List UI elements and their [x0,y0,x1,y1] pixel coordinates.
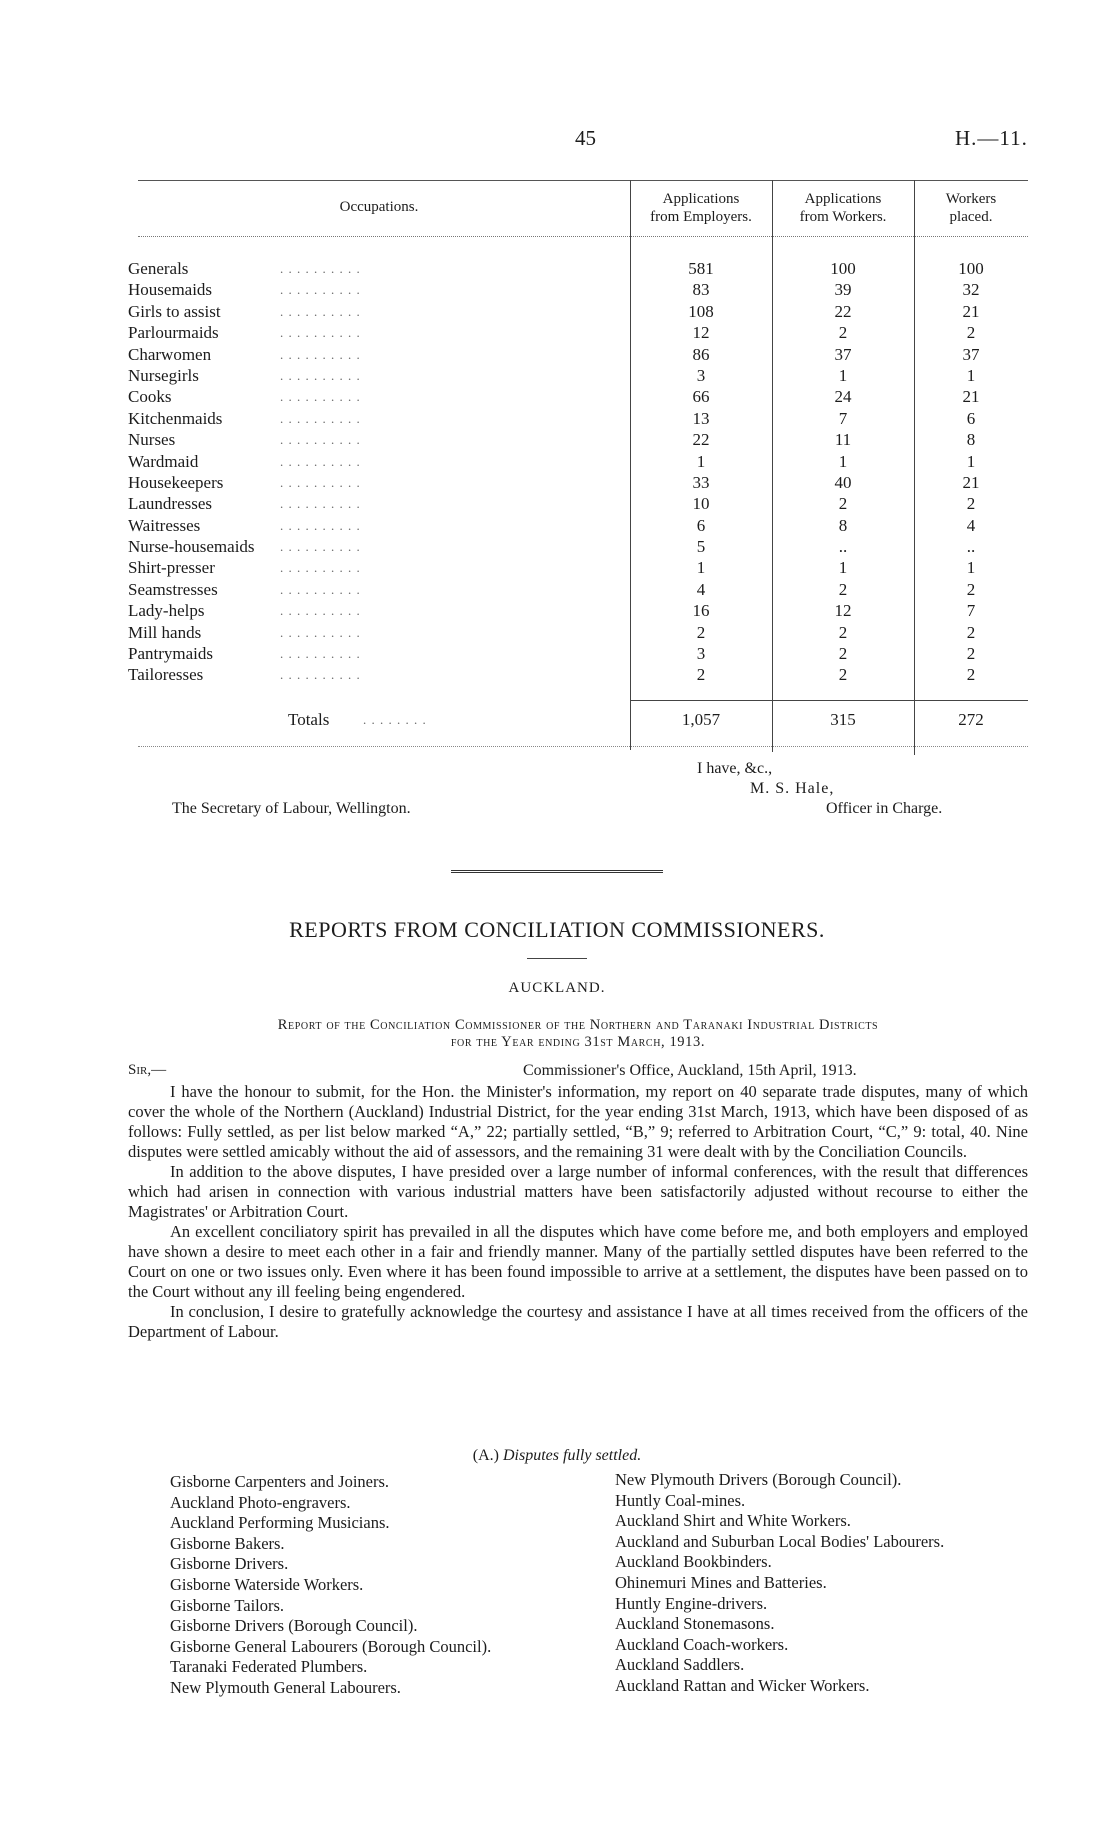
workers-value: 2 [838,494,848,514]
leader-dots: . . . . . . . . . . [280,389,361,405]
placed-value: 2 [966,323,976,343]
leader-dots: . . . . . . . . . . [280,581,361,597]
list-item: Taranaki Federated Plumbers. [170,1657,368,1677]
placed-value: 2 [966,494,976,514]
header-employers-line2: from Employers. [650,209,752,225]
employers-value: 6 [696,515,706,535]
totals-placed: 272 [958,710,984,729]
table-row [128,472,1028,493]
occupation-name: Lady-helps [128,601,205,621]
list-item: Auckland and Suburban Local Bodies' Labourers. [615,1531,945,1551]
workers-value: 12 [834,601,852,621]
employers-value: 2 [696,665,706,685]
placed-value: .. [966,537,976,557]
table-row [128,279,1028,300]
employers-value: 1 [696,451,706,471]
leader-dots: . . . . . . . . . . [280,624,361,640]
list-item: Ohinemuri Mines and Batteries. [615,1572,827,1592]
placed-value: 21 [962,301,980,321]
table-row [128,643,1028,664]
placed-value: 21 [962,472,980,492]
signature-title: Officer in Charge. [826,800,943,817]
leader-dots: . . . . . . . . . . [280,646,361,662]
table-row [128,344,1028,365]
table-bottom-rule [138,746,1028,747]
list-title-prefix: (A.) [472,1447,499,1464]
occupation-name: Wardmaid [128,451,199,471]
occupation-name: Cooks [128,387,172,407]
occupation-name: Nursegirls [128,365,199,385]
table-row [128,301,1028,322]
table-row [128,408,1028,429]
employers-value: 108 [688,301,714,321]
occupation-name: Parlourmaids [128,323,219,343]
occupation-name: Shirt-presser [128,558,215,578]
occupation-name: Generals [128,259,189,278]
report-body [128,1082,1028,1342]
list-item: Auckland Rattan and Wicker Workers. [615,1675,870,1695]
employers-value: 83 [692,280,710,300]
table-row [128,557,1028,578]
leader-dots: . . . . . . . . . . [280,367,361,383]
workers-value: 37 [834,344,852,364]
header-placed-line1: Workers [945,191,997,207]
employers-value: 581 [688,259,714,278]
office-dateline: Commissioner's Office, Auckland, 15th April, 1913. [523,1062,857,1079]
leader-dots: . . . . . . . . . . [280,346,361,362]
leader-dots: . . . . . . . . . . [280,261,361,276]
employers-value: 16 [692,601,710,621]
list-item: Gisborne Drivers (Borough Council). [170,1616,418,1636]
table-row [128,258,1028,279]
employers-value: 1 [696,558,706,578]
placed-value: 1 [966,558,976,578]
workers-value: 100 [830,259,856,278]
workers-value: 39 [834,280,852,300]
subtitle-line-1: Report of the Conciliation Commissioner of the Northern and Taranaki Industrial Districts [277,1017,879,1033]
workers-value: 24 [834,387,852,407]
disputes-list-right [615,1470,1027,1697]
occupation-name: Housekeepers [128,472,224,492]
workers-value: 1 [838,451,848,471]
workers-value: 2 [838,622,848,642]
signature-name: M. S. Hale, [750,780,835,797]
header-placed-line2: placed. [949,209,993,225]
leader-dots: . . . . . . . . . . [280,453,361,469]
list-item: Huntly Engine-drivers. [615,1593,768,1613]
subtitle-line-2: for the Year ending 31st March, 1913. [450,1034,706,1050]
list-item: Gisborne Bakers. [170,1533,285,1553]
list-item: Gisborne Waterside Workers. [170,1574,364,1594]
disputes-list-left [170,1472,585,1699]
table-header-rule [138,236,1028,237]
table-row [128,536,1028,557]
list-item: New Plymouth General Labourers. [170,1677,401,1697]
table-row [128,451,1028,472]
addressee: The Secretary of Labour, Wellington. [172,800,411,817]
employers-value: 10 [692,494,710,514]
workers-value: 1 [838,558,848,578]
occupation-name: Mill hands [128,622,202,642]
totals-row [128,708,1028,732]
workers-value: 8 [838,515,848,535]
employers-value: 2 [696,622,706,642]
header-occupations: Occupations. [339,199,419,215]
placed-value: 100 [958,259,984,278]
leader-dots: . . . . . . . . . . [280,667,361,683]
header-workers [772,190,914,226]
list-item: Gisborne Carpenters and Joiners. [170,1472,390,1491]
table-body [128,258,1028,686]
workers-value: 2 [838,579,848,599]
employers-value: 3 [696,644,706,664]
placed-value: 7 [966,601,976,621]
placed-value: 2 [966,579,976,599]
placed-value: 1 [966,365,976,385]
salutation: Sir,— [128,1062,167,1078]
leader-dots: . . . . . . . . . . [280,410,361,426]
table-row [128,579,1028,600]
report-subtitle [128,1017,1028,1051]
employers-value: 3 [696,365,706,385]
page-number: 45 [575,126,596,150]
workers-value: 1 [838,365,848,385]
employers-value: 12 [692,323,710,343]
header-employers-line1: Applications [662,191,740,207]
header-employers [630,190,772,226]
placed-value: 1 [966,451,976,471]
employers-value: 33 [692,472,710,492]
leader-dots: . . . . . . . . . . [280,603,361,619]
placed-value: 37 [962,344,980,364]
leader-dots: . . . . . . . . . . [280,432,361,448]
paragraph: An excellent conciliatory spirit has prevailed in all the disputes which have come before me, and both employers and employed have shown a desire to meet each other in a fair and friendly manner. Many of the partially settled disputes have been referred to the Court on one or two issues only. Even where it has been found impossible to arrive at a settlement, the disputes have been passed on to the Court without any ill feeling being engendered. [128,1222,1028,1301]
placed-value: 32 [962,280,980,300]
employers-value: 5 [696,537,706,557]
placed-value: 4 [966,515,976,535]
occupation-name: Housemaids [128,280,213,300]
paragraph: I have the honour to submit, for the Hon. the Minister's information, my report on 40 separate trade disputes, many of which cover the whole of the Northern (Auckland) Industrial District, for the year ending 31st March, 1913, which have been disposed of as follows: Fully settled, as per list below marked “A,” 22; partially settled, “B,” 9; referred to Arbitration Court, “C,” 9: total, 40. Nine disputes were settled amicably without the aid of assessors, and the remaining 31 were dealt with by the Conciliation Councils. [128,1082,1028,1161]
occupation-name: Kitchenmaids [128,408,223,428]
leader-dots: . . . . . . . . . . [280,496,361,512]
table-row [128,493,1028,514]
list-item: Gisborne Drivers. [170,1554,289,1574]
list-item: Auckland Saddlers. [615,1655,745,1675]
paragraph: In addition to the above disputes, I have presided over a large number of informal conferences, with the result that differences which had arisen in connection with various industrial matters have been satisfactorily adjusted without recourse to either the Magistrates' or Arbitration Court. [128,1162,1028,1221]
leader-dots: . . . . . . . . . . [280,303,361,319]
leader-dots: . . . . . . . . . . [280,560,361,576]
leader-dots: . . . . . . . . . . [280,517,361,533]
placed-value: 8 [966,430,976,450]
employers-value: 86 [692,344,710,364]
workers-value: 2 [838,644,848,664]
table-row [128,515,1028,536]
leader-dots: . . . . . . . . . . [280,474,361,490]
list-item: Auckland Stonemasons. [615,1614,775,1634]
employers-value: 66 [692,387,710,407]
workers-value: 11 [834,430,852,450]
report-title: REPORTS FROM CONCILIATION COMMISSIONERS. [289,917,825,942]
list-item: Gisborne General Labourers (Borough Council). [170,1636,492,1656]
header-workers-line1: Applications [804,191,882,207]
table-row [128,322,1028,343]
list-title-text: Disputes fully settled. [503,1447,642,1464]
title-rule [527,958,587,959]
signature-closing: I have, &c., [697,760,773,777]
employers-value: 4 [696,579,706,599]
list-item: Auckland Coach-workers. [615,1634,789,1654]
occupation-name: Charwomen [128,344,212,364]
page-reference: H.—11. [955,126,1028,150]
occupation-name: Waitresses [128,515,201,535]
workers-value: 2 [838,665,848,685]
occupation-name: Laundresses [128,494,213,514]
occupation-name: Girls to assist [128,301,221,321]
list-item: Auckland Bookbinders. [615,1552,772,1572]
occupation-name: Pantrymaids [128,644,213,664]
table-row [128,429,1028,450]
leader-dots: . . . . . . . . [363,712,427,727]
totals-rule [630,700,1028,701]
table-top-rule [138,180,1028,181]
leader-dots: . . . . . . . . . . [280,325,361,341]
leader-dots: . . . . . . . . . . [280,539,361,555]
list-item: Huntly Coal-mines. [615,1490,746,1510]
placed-value: 2 [966,644,976,664]
totals-label: Totals [288,710,330,729]
table-row [128,386,1028,407]
placed-value: 2 [966,665,976,685]
region-heading: AUCKLAND. [508,980,606,996]
workers-value: 7 [838,408,848,428]
employers-value: 13 [692,408,710,428]
leader-dots: . . . . . . . . . . [280,282,361,298]
employers-value: 22 [692,430,710,450]
occupation-name: Nurse-housemaids [128,537,255,557]
header-workers-line2: from Workers. [799,209,887,225]
table-row [128,664,1028,685]
header-placed [914,190,1028,226]
section-divider [451,870,663,873]
workers-value: 22 [834,301,852,321]
list-item: New Plymouth Drivers (Borough Council). [615,1470,902,1489]
placed-value: 2 [966,622,976,642]
workers-value: 2 [838,323,848,343]
list-item: Auckland Performing Musicians. [170,1513,390,1533]
placed-value: 6 [966,408,976,428]
paragraph: In conclusion, I desire to gratefully acknowledge the courtesy and assistance I have at all times received from the officers of the Department of Labour. [128,1302,1028,1341]
list-item: Auckland Shirt and White Workers. [615,1511,851,1531]
table-row [128,365,1028,386]
occupation-name: Nurses [128,430,176,450]
table-row [128,600,1028,621]
totals-employers: 1,057 [681,710,721,729]
list-title [0,1447,1114,1465]
table-row [128,622,1028,643]
list-item: Gisborne Tailors. [170,1595,285,1615]
list-item: Auckland Photo-engravers. [170,1492,351,1512]
workers-value: 40 [834,472,852,492]
placed-value: 21 [962,387,980,407]
occupation-name: Seamstresses [128,579,218,599]
occupation-name: Tailoresses [128,665,204,685]
workers-value: .. [838,537,848,557]
totals-workers: 315 [830,710,856,729]
